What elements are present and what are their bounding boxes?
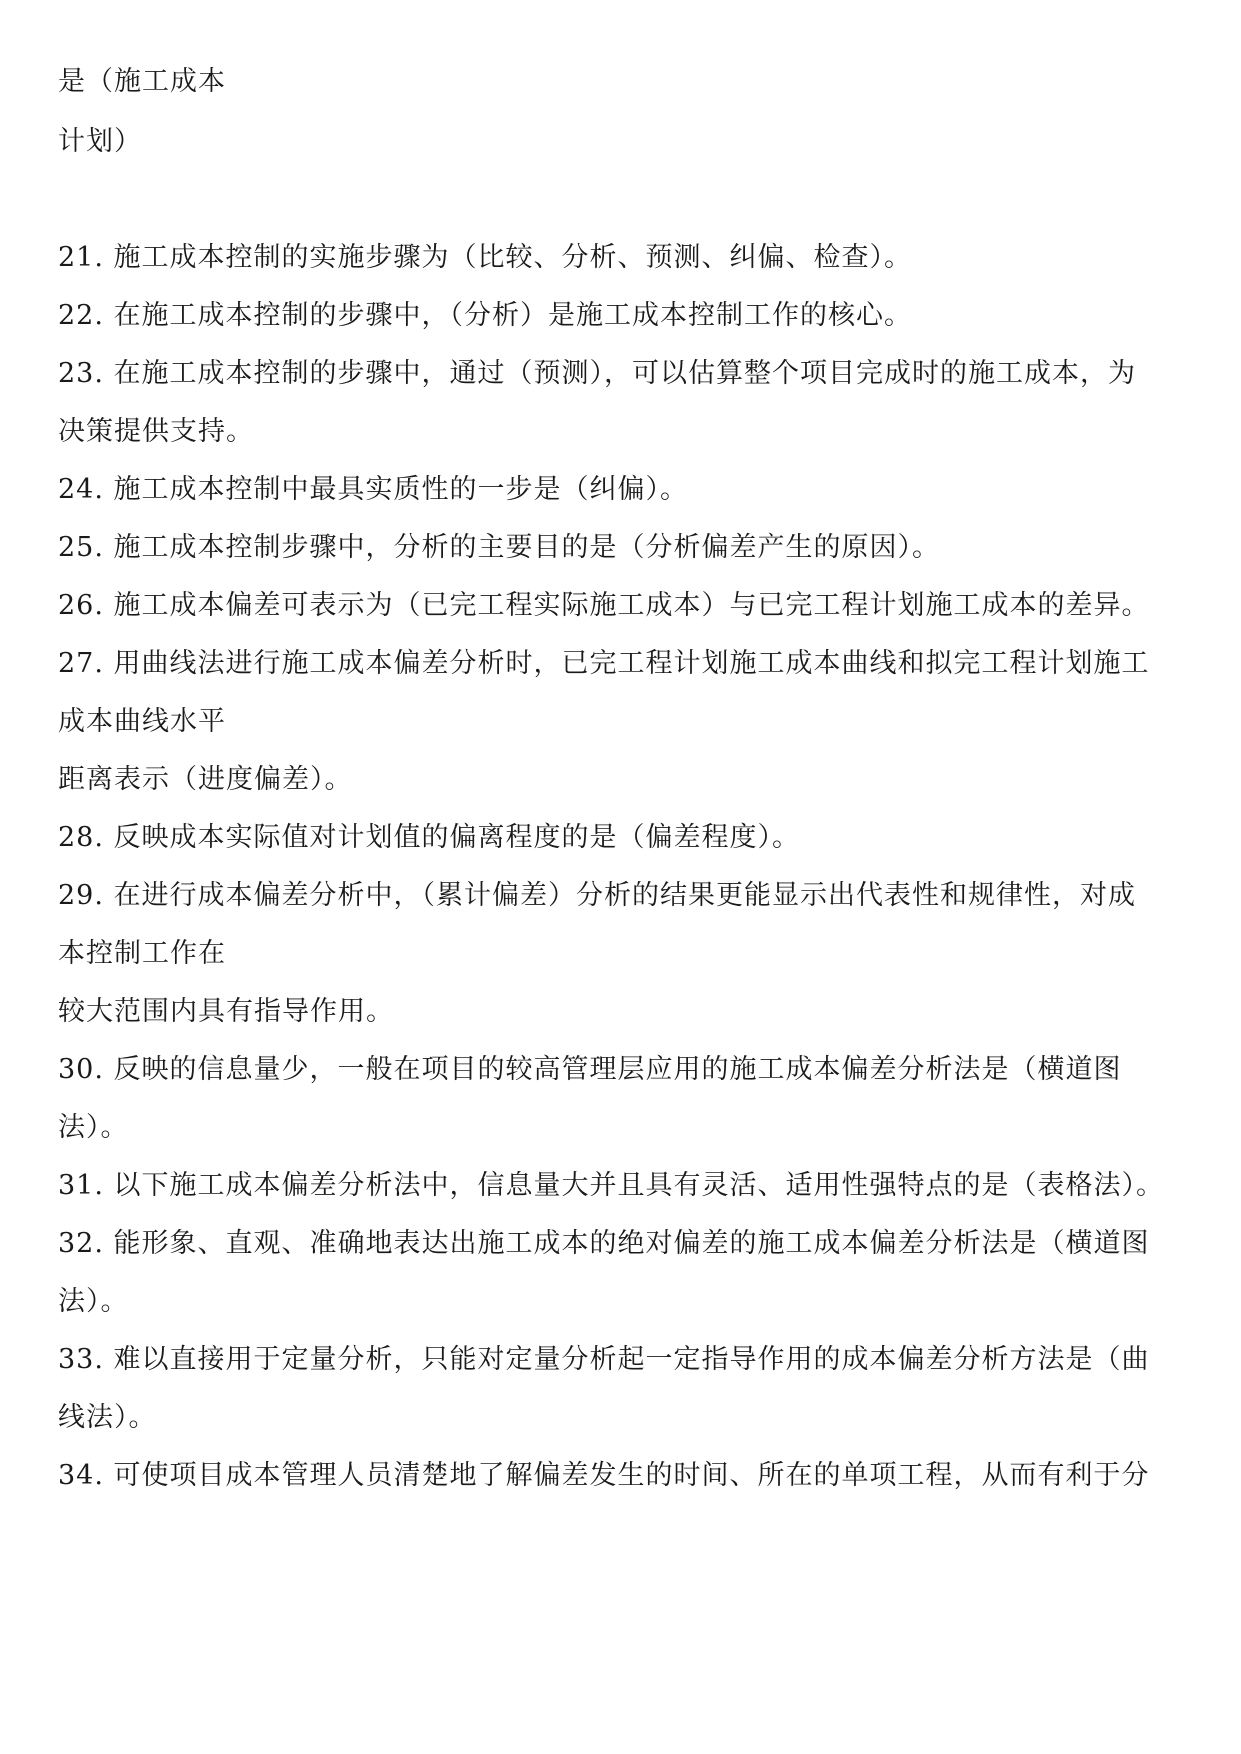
text-line: 21. 施工成本控制的实施步骤为（比较、分析、预测、纠偏、检查）。 bbox=[58, 242, 913, 273]
text-line: 法）。 bbox=[58, 1286, 129, 1317]
text-line: 法）。 bbox=[58, 1112, 129, 1143]
text-line: 25. 施工成本控制步骤中，分析的主要目的是（分析偏差产生的原因）。 bbox=[58, 532, 941, 563]
text-line: 33. 难以直接用于定量分析，只能对定量分析起一定指导作用的成本偏差分析方法是（曲 bbox=[58, 1344, 1150, 1375]
text-line: 决策提供支持。 bbox=[58, 416, 254, 447]
text-line: 31. 以下施工成本偏差分析法中，信息量大并且具有灵活、适用性强特点的是（表格法）。 bbox=[58, 1170, 1165, 1201]
text-line: 26. 施工成本偏差可表示为（已完工程实际施工成本）与已完工程计划施工成本的差异。 bbox=[58, 590, 1150, 621]
text-line: 24. 施工成本控制中最具实质性的一步是（纠偏）。 bbox=[58, 474, 689, 505]
text-line: 22. 在施工成本控制的步骤中，（分析）是施工成本控制工作的核心。 bbox=[58, 300, 913, 331]
text-line: 30. 反映的信息量少，一般在项目的较高管理层应用的施工成本偏差分析法是（横道图 bbox=[58, 1054, 1122, 1085]
text-line: 较大范围内具有指导作用。 bbox=[58, 996, 394, 1027]
text-line: 成本曲线水平 bbox=[58, 706, 226, 737]
text-line: 34. 可使项目成本管理人员清楚地了解偏差发生的时间、所在的单项工程，从而有利于分 bbox=[58, 1460, 1150, 1491]
text-line: 27. 用曲线法进行施工成本偏差分析时，已完工程计划施工成本曲线和拟完工程计划施工 bbox=[58, 648, 1150, 679]
text-line: 距离表示（进度偏差）。 bbox=[58, 764, 353, 795]
text-line: 28. 反映成本实际值对计划值的偏离程度的是（偏差程度）。 bbox=[58, 822, 801, 853]
text-line: 计划） bbox=[58, 126, 142, 157]
text-line: 23. 在施工成本控制的步骤中，通过（预测），可以估算整个项目完成时的施工成本，为 bbox=[58, 358, 1137, 389]
text-line: 是（施工成本 bbox=[58, 66, 226, 97]
text-line: 32. 能形象、直观、准确地表达出施工成本的绝对偏差的施工成本偏差分析法是（横道图 bbox=[58, 1228, 1150, 1259]
text-line: 本控制工作在 bbox=[58, 938, 226, 969]
text-line: 线法）。 bbox=[58, 1402, 157, 1433]
text-line: 29. 在进行成本偏差分析中，（累计偏差）分析的结果更能显示出代表性和规律性，对成 bbox=[58, 880, 1137, 911]
